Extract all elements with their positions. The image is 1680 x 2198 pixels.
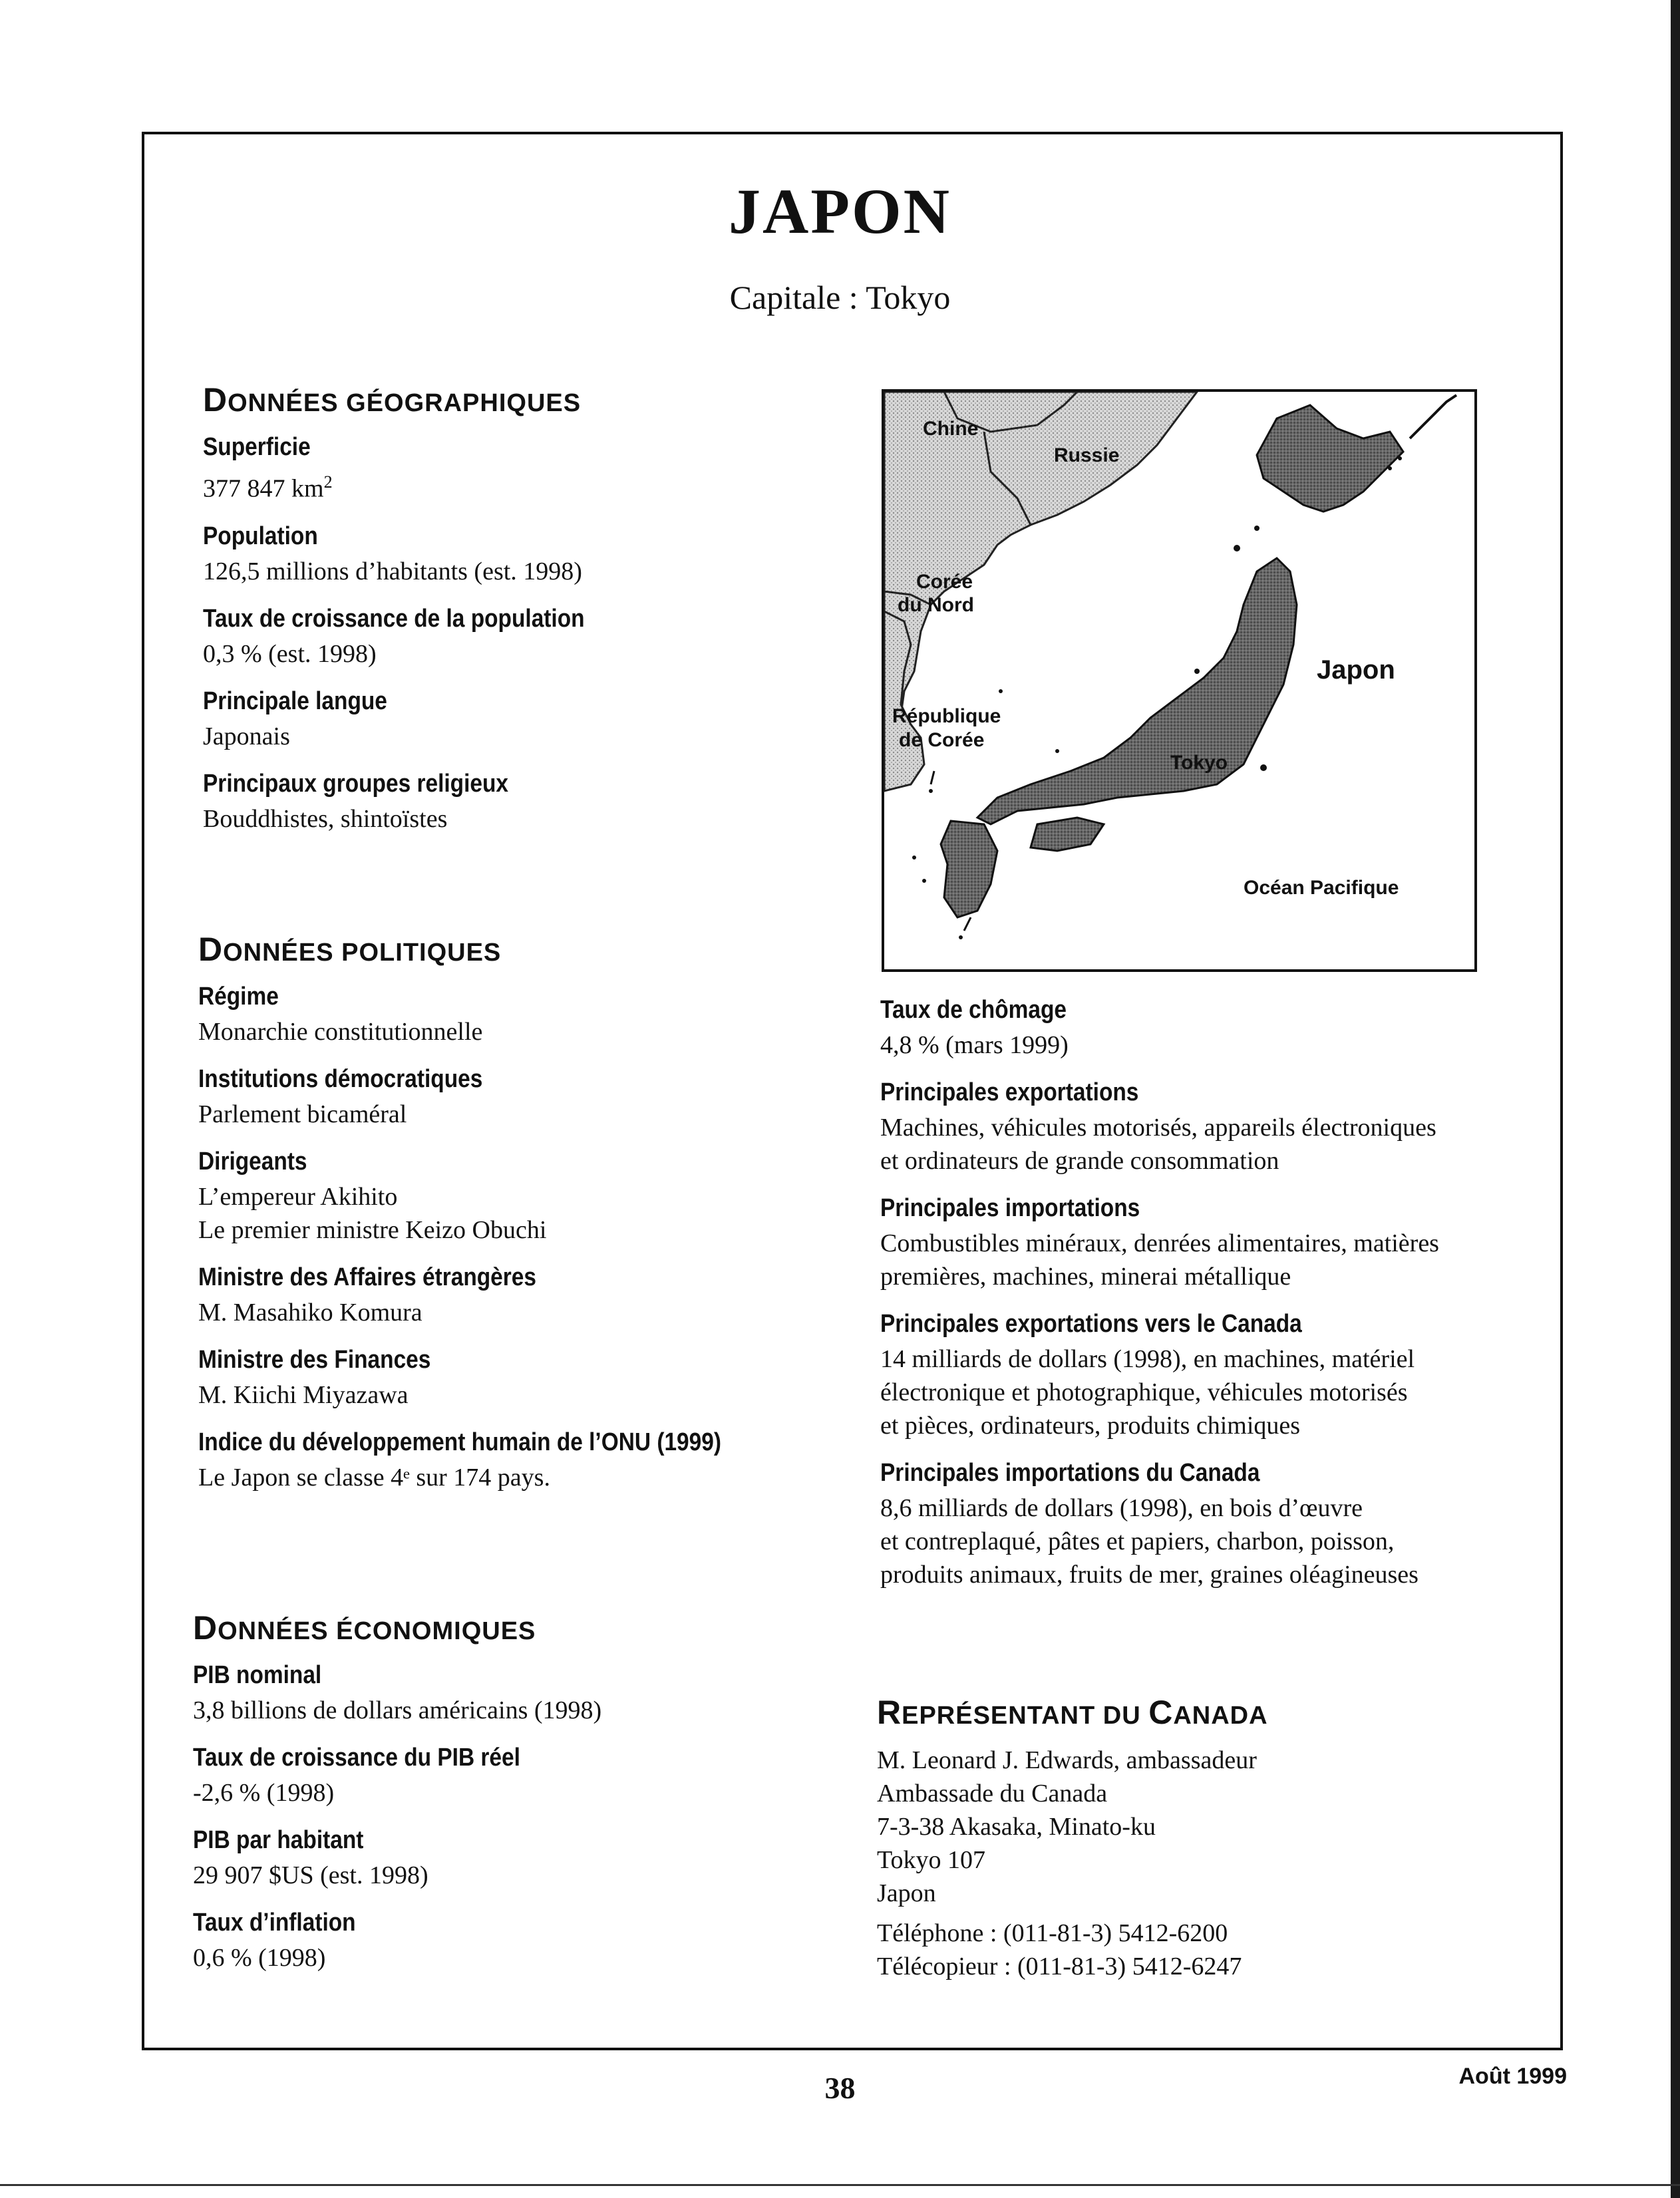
rep-contact — [877, 1917, 1268, 1983]
capital-line: Capitale : Tokyo — [729, 279, 951, 316]
geo-heading: DONNÉES GÉOGRAPHIQUES — [203, 381, 582, 418]
page-number: 38 — [824, 2071, 856, 2105]
label-coree-nord-2: du Nord — [898, 594, 974, 616]
eco-label: PIB nominal — [193, 1661, 322, 1689]
hokkaido-shape — [1257, 405, 1403, 512]
rep-heading: REPRÉSENTANT DU CANADA — [877, 1694, 1268, 1731]
rep-section — [877, 1693, 1268, 1998]
pol-label: Institutions démocratiques — [198, 1065, 483, 1093]
pol-label: Dirigeants — [198, 1148, 307, 1176]
right-value: Combustibles minéraux, denrées alimentaires, matières premières, machines, minerai métallique — [880, 1229, 1439, 1291]
geo-value: Bouddhistes, shintoïstes — [203, 804, 448, 833]
scan-edge — [1671, 0, 1680, 2198]
eco-value: -2,6 % (1998) — [193, 1779, 335, 1807]
geo-label: Taux de croissance de la population — [203, 604, 585, 633]
pol-label: Ministre des Affaires étrangères — [198, 1263, 536, 1291]
right-label: Principales exportations vers le Canada — [880, 1310, 1302, 1338]
pol-label: Régime — [198, 983, 279, 1011]
geo-label: Principaux groupes religieux — [203, 769, 509, 798]
pol-value: Le Japon se classe 4ᵉ sur 174 pays. — [198, 1464, 550, 1492]
geo-value: Japonais — [203, 722, 290, 750]
pol-label: Indice du développement humain de l’ONU (1999) — [198, 1428, 721, 1456]
pol-heading: DONNÉES POLITIQUES — [198, 931, 502, 968]
rep-address: M. Leonard J. Edwards, ambassadeur Ambassade du Canada 7-3-38 Akasaka, Minato-ku Tokyo 107 Japon — [877, 1746, 1257, 1907]
label-chine: Chine — [923, 418, 979, 440]
japan-map — [882, 389, 1477, 972]
geo-value: 126,5 millions d’habitants (est. 1998) — [203, 557, 582, 585]
right-label: Principales exportations — [880, 1078, 1139, 1106]
eco-label: PIB par habitant — [193, 1826, 364, 1854]
pol-value: M. Masahiko Komura — [198, 1299, 422, 1327]
rep-phone: Téléphone : (011-81-3) 5412-6200 — [877, 1919, 1228, 1947]
right-value: 14 milliards de dollars (1998), en machines, matériel électronique et photographique, véhicules motorisés et pièces, ordinateurs, produits chimiques — [880, 1345, 1415, 1440]
pol-label: Ministre des Finances — [198, 1346, 431, 1374]
label-russie: Russie — [1054, 444, 1120, 466]
eco-label: Taux d’inflation — [193, 1909, 356, 1937]
eco-value: 0,6 % (1998) — [193, 1944, 326, 1972]
geo-label: Population — [203, 522, 318, 550]
shikoku-shape — [1031, 818, 1104, 851]
page-title: JAPON — [729, 176, 951, 247]
geo-label: Principale langue — [203, 687, 387, 715]
right-label: Principales importations du Canada — [880, 1459, 1260, 1487]
eco-section — [193, 1609, 601, 1989]
kyushu-shape — [941, 821, 997, 917]
right-value: Machines, véhicules motorisés, appareils électroniques et ordinateurs de grande consommation — [880, 1114, 1436, 1175]
rep-fax: Télécopieur : (011-81-3) 5412-6247 — [877, 1953, 1242, 1980]
right-value: 4,8 % (mars 1999) — [880, 1031, 1069, 1059]
right-value: 8,6 milliards de dollars (1998), en bois d’œuvre et contreplaqué, pâtes et papiers, charbon, poisson, produits animaux, fruits de mer, graines oléagineuses — [880, 1494, 1419, 1589]
geo-label: Superficie — [203, 433, 311, 461]
footer-date: Août 1999 — [1458, 2064, 1567, 2089]
eco-label: Taux de croissance du PIB réel — [193, 1744, 520, 1772]
pol-value: L’empereur Akihito Le premier ministre Keizo Obuchi — [198, 1183, 547, 1244]
geo-section — [203, 381, 637, 850]
right-label: Principales importations — [880, 1194, 1140, 1222]
right-section — [880, 994, 1439, 1606]
eco-heading: DONNÉES ÉCONOMIQUES — [193, 1609, 536, 1647]
honshu-shape — [977, 558, 1297, 824]
eco-value: 29 907 $US (est. 1998) — [193, 1861, 428, 1889]
label-japon: Japon — [1317, 655, 1395, 685]
scan-line — [0, 2184, 1680, 2186]
pol-value: Monarchie constitutionnelle — [198, 1018, 483, 1046]
label-coree-sud-1: République — [892, 705, 1001, 727]
pol-value: M. Kiichi Miyazawa — [198, 1381, 409, 1409]
label-coree-sud-2: de Corée — [899, 729, 985, 751]
label-ocean: Océan Pacifique — [1244, 877, 1399, 899]
geo-value: 377 847 $km^2$ — [203, 472, 333, 503]
right-label: Taux de chômage — [880, 996, 1067, 1024]
pol-section — [198, 930, 792, 1509]
eco-value: 3,8 billions de dollars américains (1998) — [193, 1696, 602, 1724]
geo-value: 0,3 % (est. 1998) — [203, 639, 377, 668]
label-coree-nord-1: Corée — [916, 571, 973, 593]
label-tokyo: Tokyo — [1170, 752, 1228, 774]
pol-value: Parlement bicaméral — [198, 1100, 407, 1128]
